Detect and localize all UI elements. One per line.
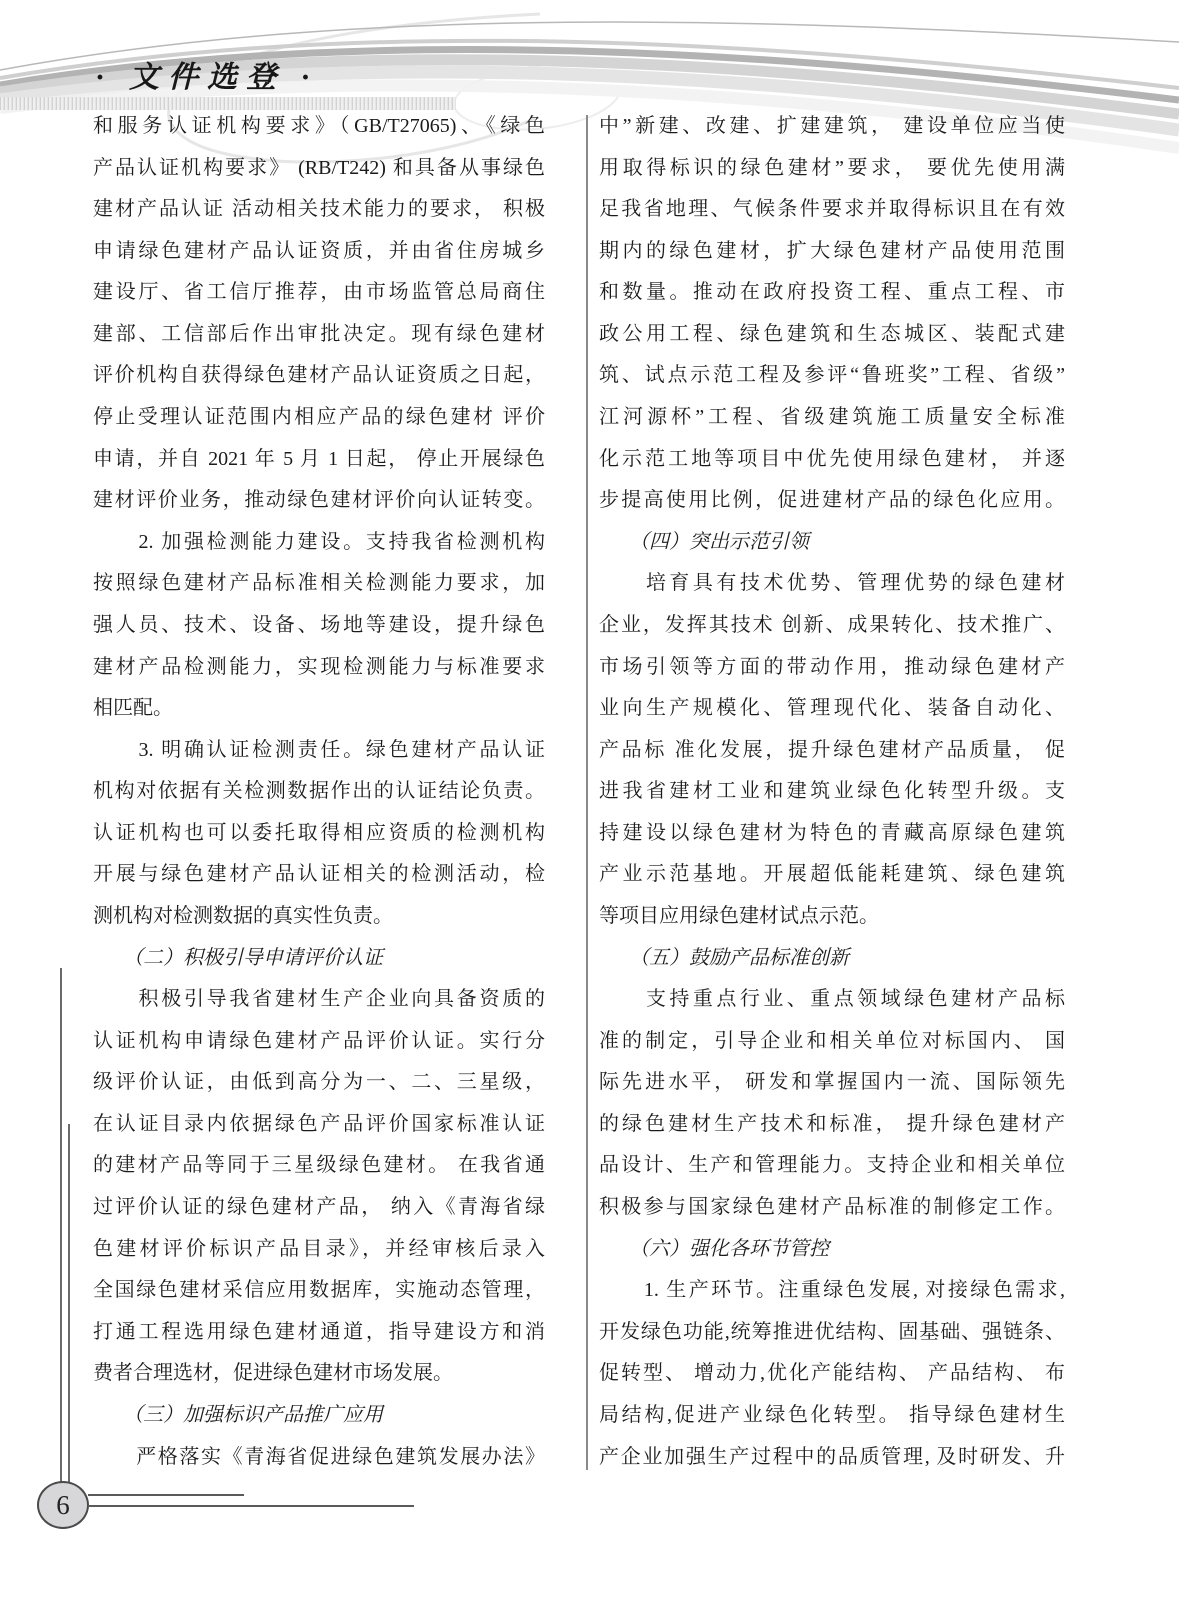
text-line: 开展与绿色建材产品认证相关的检测活动，检 bbox=[93, 863, 545, 886]
text-line: 步提高使用比例，促进建材产品的绿色化应用。 bbox=[599, 489, 1065, 512]
text-line: 机构对依据有关检测数据作出的认证结论负责。 bbox=[93, 780, 545, 803]
text-line: 市场引领等方面的带动作用，推动绿色建材产 bbox=[599, 655, 1065, 678]
text-line: 强人员、技术、设备、场地等建设，提升绿色 bbox=[93, 613, 545, 636]
page-header-title: · 文件选登 · bbox=[96, 61, 318, 94]
section-heading-line: （四）突出示范引领 bbox=[599, 530, 809, 553]
text-line: 产企业加强生产过程中的品质管理, 及时研发、升 bbox=[599, 1445, 1065, 1468]
text-line: 期内的绿色建材，扩大绿色建材产品使用范围 bbox=[599, 239, 1065, 262]
text-line: 政公用工程、绿色建筑和生态城区、装配式建 bbox=[599, 322, 1065, 345]
footer-rule-top bbox=[88, 1494, 244, 1496]
text-line: 认证机构申请绿色建材产品评价认证。实行分 bbox=[93, 1029, 545, 1052]
text-line: 建材产品检测能力，实现检测能力与标准要求 bbox=[93, 655, 545, 678]
text-line: 色建材评价标识产品目录》，并经审核后录入 bbox=[93, 1237, 545, 1260]
text-line: 停止受理认证范围内相应产品的绿色建材 评价 bbox=[93, 406, 545, 429]
text-line: 足我省地理、气候条件要求并取得标识且在有效 bbox=[599, 198, 1065, 221]
text-column-right bbox=[599, 106, 1065, 1478]
text-line: 用取得标识的绿色建材”要求， 要优先使用满 bbox=[599, 156, 1065, 179]
text-line: 产品认证机构要求》 (RB/T242) 和具备从事绿色 bbox=[93, 156, 545, 179]
text-line: 1. 生产环节。注重绿色发展, 对接绿色需求, bbox=[599, 1279, 1065, 1302]
text-line: 在认证目录内依据绿色产品评价国家标准认证 bbox=[93, 1112, 545, 1135]
text-line: 过评价认证的绿色建材产品， 纳入《青海省绿 bbox=[93, 1196, 545, 1219]
text-line: 申请，并自 2021 年 5 月 1 日起， 停止开展绿色 bbox=[93, 447, 545, 470]
text-line: 积极参与国家绿色建材产品标准的制修定工作。 bbox=[599, 1196, 1065, 1219]
section-heading-line: （二）积极引导申请评价认证 bbox=[93, 946, 383, 969]
text-line: 和服务认证机构要求》（GB/T27065)、《绿色 bbox=[93, 115, 545, 137]
text-line: 建部、工信部后作出审批决定。现有绿色建材 bbox=[93, 322, 545, 345]
text-line: 准的制定，引导企业和相关单位对标国内、 国 bbox=[599, 1029, 1065, 1052]
text-line: 打通工程选用绿色建材通道，指导建设方和消 bbox=[93, 1320, 545, 1343]
text-line: 费者合理选材，促进绿色建材市场发展。 bbox=[93, 1362, 453, 1385]
text-line: 建材产品认证 活动相关技术能力的要求， 积极 bbox=[93, 198, 545, 221]
text-line: 级评价认证，由低到高分为一、二、三星级， bbox=[93, 1071, 545, 1094]
text-line: 中”新建、改建、扩建建筑， 建设单位应当使 bbox=[599, 115, 1065, 137]
page-number-badge: 6 bbox=[37, 1481, 89, 1529]
section-heading-line: （五）鼓励产品标准创新 bbox=[599, 946, 849, 969]
margin-rule-inner bbox=[68, 1124, 70, 1490]
text-line: 江河源杯”工程、省级建筑施工质量安全标准 bbox=[599, 406, 1065, 429]
text-line: 3. 明确认证检测责任。绿色建材产品认证 bbox=[93, 738, 545, 761]
text-column-left bbox=[93, 106, 545, 1478]
column-divider-rule bbox=[586, 115, 588, 1470]
text-line: 和数量。推动在政府投资工程、重点工程、市 bbox=[599, 281, 1065, 304]
text-line: 业向生产规模化、管理现代化、装备自动化、 bbox=[599, 697, 1065, 720]
text-line: 2. 加强检测能力建设。支持我省检测机构 bbox=[93, 530, 545, 553]
text-line: 持建设以绿色建材为特色的青藏高原绿色建筑 bbox=[599, 821, 1065, 844]
text-line: 按照绿色建材产品标准相关检测能力要求，加 bbox=[93, 572, 545, 595]
text-line: 的建材产品等同于三星级绿色建材。 在我省通 bbox=[93, 1154, 545, 1177]
text-line: 产业示范基地。开展超低能耗建筑、绿色建筑 bbox=[599, 863, 1065, 886]
text-line: 促转型、 增动力,优化产能结构、 产品结构、 布 bbox=[599, 1362, 1065, 1385]
text-line: 产品标 准化发展，提升绿色建材产品质量， 促 bbox=[599, 738, 1065, 761]
text-line: 企业，发挥其技术 创新、成果转化、技术推广、 bbox=[599, 613, 1065, 636]
text-line: 局结构,促进产业绿色化转型。 指导绿色建材生 bbox=[599, 1403, 1065, 1426]
text-line: 评价机构自获得绿色建材产品认证资质之日起， bbox=[93, 364, 545, 387]
text-line: 化示范工地等项目中优先使用绿色建材， 并逐 bbox=[599, 447, 1065, 470]
text-line: 认证机构也可以委托取得相应资质的检测机构 bbox=[93, 821, 545, 844]
margin-rule-outer bbox=[60, 968, 62, 1490]
text-line: 严格落实《青海省促进绿色建筑发展办法》 bbox=[93, 1445, 545, 1468]
text-line: 筑、试点示范工程及参评“鲁班奖”工程、省级” bbox=[599, 364, 1065, 387]
text-line: 申请绿色建材产品认证资质，并由省住房城乡 bbox=[93, 239, 545, 262]
footer-rule-bottom bbox=[88, 1505, 414, 1507]
text-line: 积极引导我省建材生产企业向具备资质的 bbox=[93, 988, 545, 1011]
text-line: 等项目应用绿色建材试点示范。 bbox=[599, 904, 879, 927]
text-line: 际先进水平， 研发和掌握国内一流、国际领先 bbox=[599, 1071, 1065, 1094]
text-line: 全国绿色建材采信应用数据库，实施动态管理， bbox=[93, 1279, 545, 1302]
section-heading-line: （六）强化各环节管控 bbox=[599, 1237, 829, 1260]
text-line: 建材评价业务，推动绿色建材评价向认证转变。 bbox=[93, 489, 545, 512]
text-line: 建设厅、省工信厅推荐，由市场监管总局商住 bbox=[93, 281, 545, 304]
text-line: 进我省建材工业和建筑业绿色化转型升级。支 bbox=[599, 780, 1065, 803]
text-line: 测机构对检测数据的真实性负责。 bbox=[93, 904, 393, 927]
section-heading-line: （三）加强标识产品推广应用 bbox=[93, 1403, 383, 1426]
text-line: 培育具有技术优势、管理优势的绿色建材 bbox=[599, 572, 1065, 595]
text-line: 相匹配。 bbox=[93, 697, 173, 720]
text-line: 的绿色建材生产技术和标准， 提升绿色建材产 bbox=[599, 1112, 1065, 1135]
text-line: 品设计、生产和管理能力。支持企业和相关单位 bbox=[599, 1154, 1065, 1177]
text-line: 支持重点行业、重点领域绿色建材产品标 bbox=[599, 988, 1065, 1011]
text-line: 开发绿色功能,统筹推进优结构、固基础、强链条、 bbox=[599, 1320, 1065, 1343]
